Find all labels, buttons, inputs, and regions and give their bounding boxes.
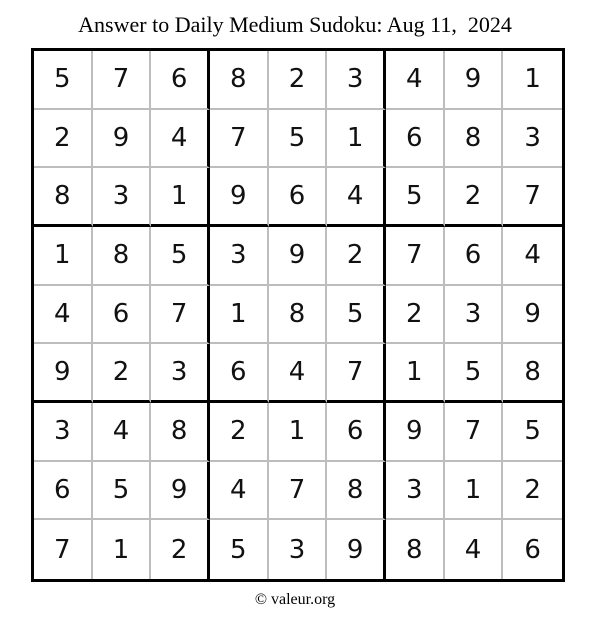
sudoku-cell: 6 [445,227,504,286]
sudoku-cell: 5 [445,344,504,403]
sudoku-cell: 1 [386,344,445,403]
sudoku-cell: 3 [93,168,152,227]
sudoku-cell: 1 [445,462,504,521]
sudoku-cell: 3 [151,344,210,403]
sudoku-cell: 8 [93,227,152,286]
sudoku-cell: 7 [445,403,504,462]
sudoku-cell: 6 [151,51,210,110]
sudoku-cell: 6 [210,344,269,403]
sudoku-cell: 6 [524,534,541,565]
sudoku-cell: 4 [93,403,152,462]
sudoku-cell: 8 [151,403,210,462]
sudoku-cell: 4 [503,227,562,286]
sudoku-cell: 6 [269,168,328,227]
sudoku-cell: 9 [34,344,93,403]
sudoku-cell: 1 [269,403,328,462]
sudoku-cell: 3 [445,286,504,345]
sudoku-cell: 9 [93,110,152,169]
sudoku-cell: 3 [503,110,562,169]
sudoku-cell: 6 [386,110,445,169]
sudoku-cell: 5 [327,286,386,345]
sudoku-cell: 2 [445,168,504,227]
sudoku-cell: 6 [93,286,152,345]
sudoku-cell: 9 [445,51,504,110]
sudoku-cell: 8 [503,344,562,403]
sudoku-cell: 8 [327,462,386,521]
sudoku-cell: 5 [34,51,93,110]
sudoku-cell: 1 [327,110,386,169]
sudoku-cell: 4 [445,520,504,579]
page-title: Answer to Daily Medium Sudoku: Aug 11, 2024 [78,12,512,37]
sudoku-cell: 3 [386,462,445,521]
sudoku-cell: 4 [386,51,445,110]
sudoku-cell: 5 [210,520,269,579]
sudoku-cell: 3 [269,520,328,579]
sudoku-cell: 4 [34,286,93,345]
sudoku-cell: 9 [151,462,210,521]
sudoku-cell: 8 [269,286,328,345]
sudoku-cell: 7 [34,520,93,579]
sudoku-cell: 9 [210,168,269,227]
sudoku-cell: 3 [34,403,93,462]
sudoku-cell: 1 [93,520,152,579]
sudoku-cell: 6 [327,403,386,462]
sudoku-cell: 4 [269,344,328,403]
sudoku-cell: 1 [34,227,93,286]
sudoku-cell: 5 [503,403,562,462]
sudoku-cell: 9 [503,286,562,345]
sudoku-cell: 1 [503,51,562,110]
sudoku-cell: 6 [34,462,93,521]
sudoku-cell: 8 [386,520,445,579]
sudoku-cell: 5 [386,168,445,227]
footer-credit: © valeur.org [254,591,336,608]
sudoku-cell: 5 [93,462,152,521]
sudoku-cell: 8 [34,168,93,227]
sudoku-cell: 9 [327,520,386,579]
sudoku-cell: 7 [210,110,269,169]
sudoku-cell: 9 [386,403,445,462]
sudoku-cell: 9 [269,227,328,286]
sudoku-cell: 8 [445,110,504,169]
sudoku-cell: 4 [327,168,386,227]
sudoku-cell: 5 [269,110,328,169]
sudoku-cell: 1 [210,286,269,345]
sudoku-cell: 7 [269,462,328,521]
sudoku-cell: 3 [327,51,386,110]
sudoku-cell: 2 [93,344,152,403]
sudoku-cell: 7 [93,51,152,110]
sudoku-cell: 1 [151,168,210,227]
sudoku-cell: 2 [210,403,269,462]
sudoku-cell: 4 [210,462,269,521]
sudoku-cell: 2 [503,462,562,521]
sudoku-cell: 2 [386,286,445,345]
sudoku-cell: 2 [34,110,93,169]
sudoku-board [31,48,565,582]
sudoku-cell: 2 [269,51,328,110]
sudoku-cell: 2 [327,227,386,286]
sudoku-cell: 2 [151,520,210,579]
sudoku-cell: 3 [210,227,269,286]
sudoku-cell: 7 [327,344,386,403]
sudoku-cell: 7 [386,227,445,286]
sudoku-cell: 4 [151,110,210,169]
sudoku-cell: 7 [503,168,562,227]
sudoku-cell: 5 [151,227,210,286]
sudoku-cell: 8 [210,51,269,110]
sudoku-cell: 7 [151,286,210,345]
